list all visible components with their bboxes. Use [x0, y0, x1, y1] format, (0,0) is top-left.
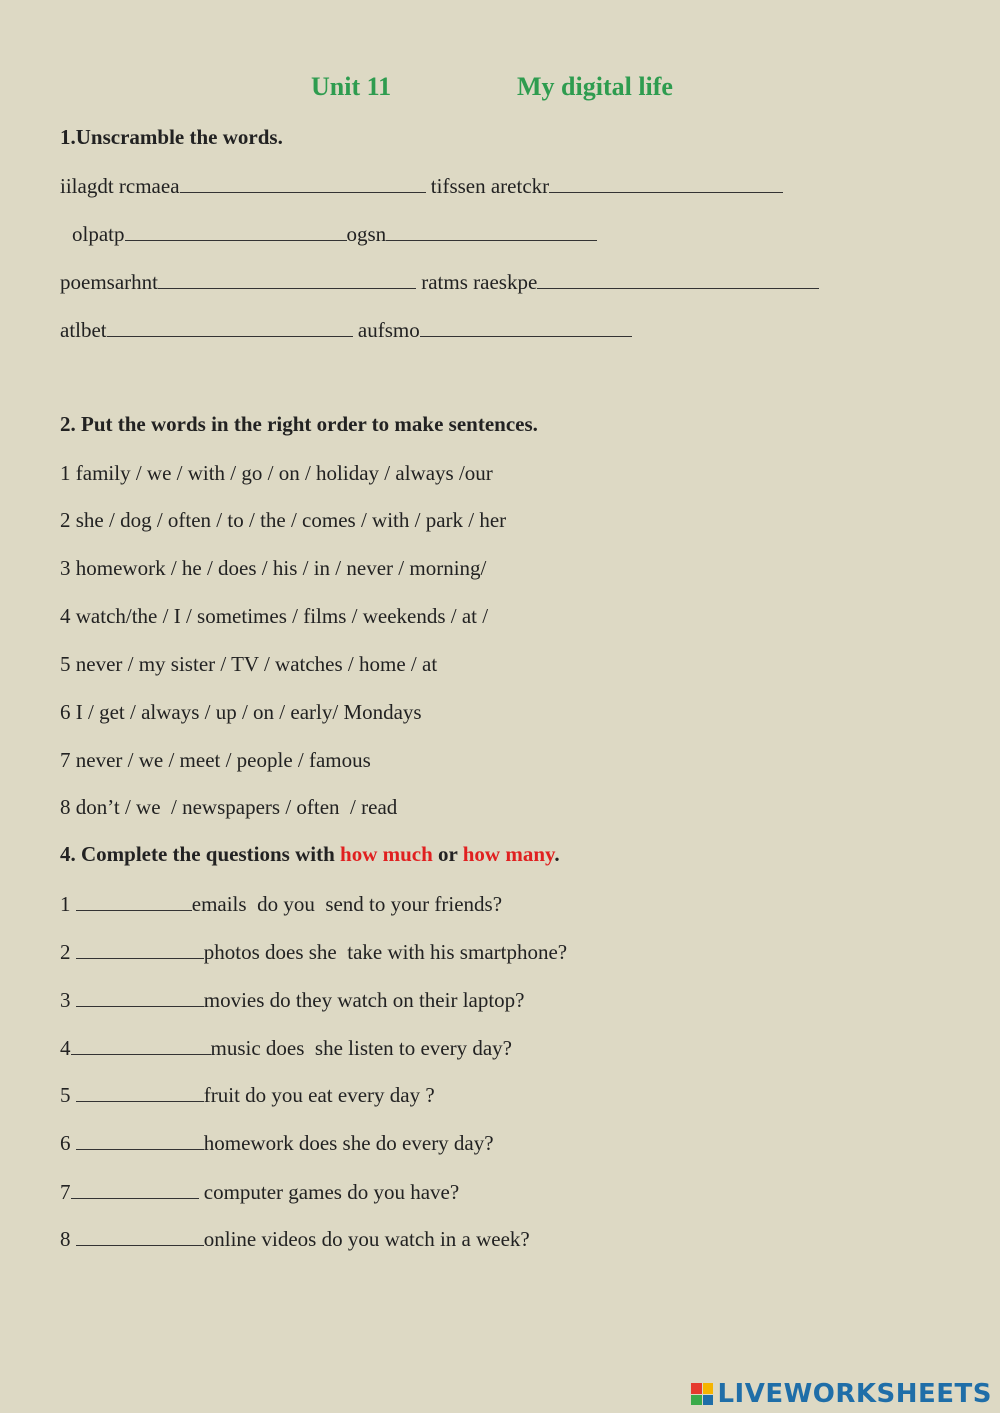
answer-blank[interactable]	[537, 268, 819, 289]
question-item	[60, 1081, 435, 1108]
question-text: music does she listen to every day?	[210, 1036, 513, 1060]
answer-blank[interactable]	[76, 1081, 204, 1102]
section4-heading	[60, 842, 560, 867]
question-text: emails do you send to your friends?	[191, 892, 503, 916]
period: .	[554, 842, 560, 866]
question-item	[60, 1034, 512, 1061]
answer-blank[interactable]	[158, 268, 416, 289]
question-number: 5	[60, 1083, 76, 1107]
answer-blank[interactable]	[76, 1225, 204, 1246]
question-text: homework does she do every day?	[203, 1131, 494, 1155]
sentence-item: 4 watch/the / I / sometimes / films / weekends / at /	[60, 604, 489, 628]
topic-label: My digital life	[517, 72, 673, 101]
question-item	[60, 890, 502, 917]
question-number: 4	[60, 1036, 71, 1060]
how-many-label: how many	[462, 842, 555, 866]
unscramble-row	[60, 268, 819, 295]
unscramble-row	[60, 316, 632, 343]
section1-heading: 1.Unscramble the words.	[60, 125, 283, 149]
scrambled-word: tifssen aretckr	[430, 174, 550, 198]
question-text: photos does she take with his smartphone?	[203, 940, 568, 964]
scrambled-word: aufsmo	[357, 318, 420, 342]
answer-blank[interactable]	[180, 172, 426, 193]
answer-blank[interactable]	[386, 220, 597, 241]
question-number: 1	[60, 892, 76, 916]
question-number: 3	[60, 988, 76, 1012]
question-number: 8	[60, 1227, 76, 1251]
question-number: 6	[60, 1131, 76, 1155]
question-number: 2	[60, 940, 76, 964]
answer-blank[interactable]	[76, 1129, 204, 1150]
question-item	[60, 1225, 530, 1252]
unit-label: Unit 11	[311, 72, 392, 101]
scrambled-word: olpatp	[72, 222, 125, 246]
question-item	[60, 1178, 459, 1205]
scrambled-word: ogsn	[346, 222, 387, 246]
answer-blank[interactable]	[76, 890, 192, 911]
unscramble-row	[60, 172, 783, 199]
sentence-item: 1 family / we / with / go / on / holiday / always /our	[60, 461, 493, 485]
brand-name: LIVEWORKSHEETS	[717, 1379, 992, 1409]
section2-heading: 2. Put the words in the right order to make sentences.	[60, 412, 538, 436]
sentence-item: 6 I / get / always / up / on / early/ Mondays	[60, 700, 422, 724]
answer-blank[interactable]	[71, 1034, 211, 1055]
scrambled-word: poemsarhnt	[60, 270, 158, 294]
heading-text: 4. Complete the questions with	[60, 842, 341, 866]
sentence-item: 3 homework / he / does / his / in / never / morning/	[60, 556, 487, 580]
question-item	[60, 938, 567, 965]
question-text: movies do they watch on their laptop?	[203, 988, 525, 1012]
scrambled-word: ratms raeskpe	[421, 270, 538, 294]
answer-blank[interactable]	[420, 316, 632, 337]
sentence-item: 2 she / dog / often / to / the / comes / with / park / her	[60, 508, 507, 532]
unscramble-row	[72, 220, 597, 247]
page-title	[0, 70, 1000, 106]
answer-blank[interactable]	[549, 172, 783, 193]
answer-blank[interactable]	[76, 986, 204, 1007]
how-much-label: how much	[340, 842, 433, 866]
scrambled-word: atlbet	[60, 318, 107, 342]
answer-blank[interactable]	[107, 316, 353, 337]
answer-blank[interactable]	[71, 1178, 199, 1199]
liveworksheets-logo	[691, 1379, 992, 1409]
answer-blank[interactable]	[125, 220, 347, 241]
question-text: fruit do you eat every day ?	[203, 1083, 435, 1107]
sentence-item: 7 never / we / meet / people / famous	[60, 748, 371, 772]
question-number: 7	[60, 1180, 71, 1204]
sentence-item: 5 never / my sister / TV / watches / home / at	[60, 652, 438, 676]
question-text: computer games do you have?	[198, 1180, 460, 1204]
liveworksheets-icon	[691, 1383, 713, 1405]
answer-blank[interactable]	[76, 938, 204, 959]
sentence-item: 8 don’t / we / newspapers / often / read	[60, 795, 398, 819]
question-item	[60, 986, 525, 1013]
question-item	[60, 1129, 494, 1156]
or-label: or	[432, 842, 463, 866]
scrambled-word: iilagdt rcmaea	[60, 174, 180, 198]
question-text: online videos do you watch in a week?	[203, 1227, 530, 1251]
